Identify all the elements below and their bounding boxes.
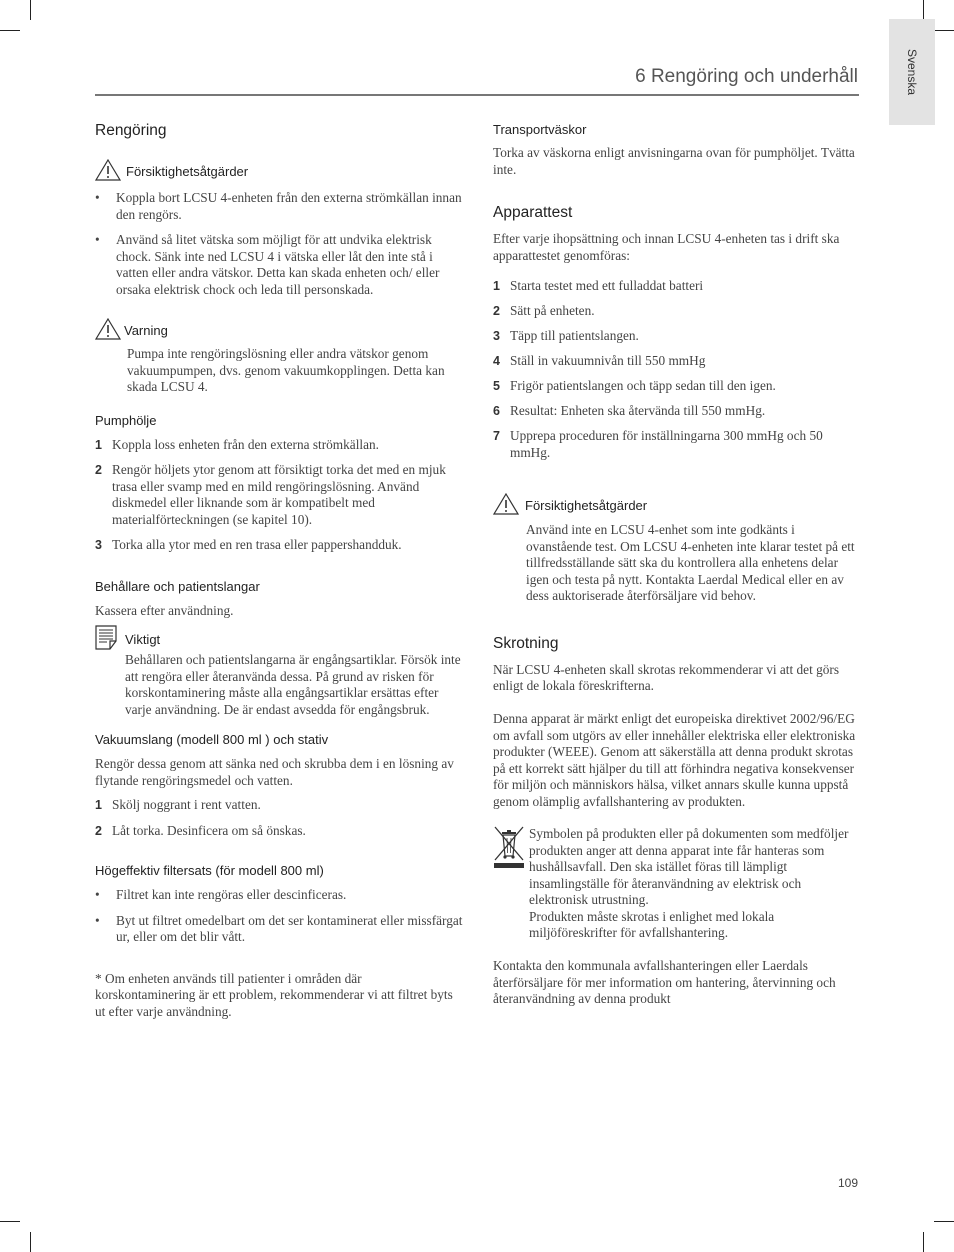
weee-text: Symbolen på produkten eller på dokumenten som medföljer produkten anger att denna apparat inte får hanteras som hushållsavfall. Den ska istället föras till lämpligt insamlingställe för återanvändning av elektrisk och elektronisk utrustning.	[529, 826, 849, 907]
warning-label: Varning	[124, 323, 168, 338]
step-text: Frigör patientslangen och täpp sedan till den igen.	[510, 378, 776, 393]
step-number: 7	[493, 429, 500, 443]
section-heading: Apparattest	[493, 204, 573, 221]
paragraph: Denna apparat är märkt enligt det europeiska direktivet 2002/96/EG om avfall som utgörs av eller innehåller elektriska eller elektroniska produkter (WEEE). Genom att säkerställa att denna produkt skrotas på ett korrekt sätt hjälper du till att förhindra negativa konsekvenser för miljön och människors hälsa, vilket annars skulle kunna uppstå genom olämplig avfallshantering av produkten.	[493, 711, 856, 809]
step-number: 6	[493, 404, 500, 418]
caution-text: Använd inte en LCSU 4-enhet som inte godkänts i ovanstående test. Om LCSU 4-enheten inte klarar testet på ett tillfredsställande sätt ska du kontrollera alla enhetens delar igen och testa på nytt. Kontakta Laerdal Medical eller en av dess auktoriserade återförsäljare vid behov.	[526, 522, 855, 603]
step-number: 5	[493, 379, 500, 393]
subsection-heading: Behållare och patientslangar	[95, 578, 260, 594]
step-text: Rengör höljets ytor genom att försiktigt torka det med en mjuk trasa eller svamp med en mild rengöringslösning. Använd diskmedel eller liknande som är kompatibelt med materialförteckningen (se kapitel 10).	[112, 462, 446, 527]
language-tab	[889, 19, 935, 125]
step-number: 1	[95, 798, 102, 812]
step-text: Starta testet med ett fulladdat batteri	[510, 278, 704, 293]
warning-triangle-icon	[95, 159, 121, 181]
crop-mark	[923, 0, 924, 20]
bullet-item: • Koppla bort LCSU 4-enheten från den externa strömkällan innan den rengörs.	[95, 190, 463, 223]
warning-text: Pumpa inte rengöringslösning eller andra vätskor genom vakuumpumpen, dvs. genom vakuumkopplingen. Detta kan skada LCSU 4.	[127, 346, 445, 394]
numbered-step	[493, 403, 861, 420]
warning-triangle-icon	[95, 318, 121, 340]
weee-block	[493, 826, 861, 942]
crop-mark	[934, 30, 954, 31]
language-tab-label: Svenska	[905, 48, 919, 96]
numbered-step	[493, 278, 861, 295]
chapter-title: 6 Rengöring och underhåll	[635, 66, 858, 87]
crop-mark	[30, 0, 31, 20]
crop-mark	[30, 1232, 31, 1252]
warning-triangle-icon	[493, 493, 519, 515]
paragraph: Kontakta den kommunala avfallshanteringen eller Laerdals återförsäljare för mer information om hantering, återvinning och återanvändning av denna produkt	[493, 958, 836, 1006]
caution-notice	[493, 493, 861, 515]
warning-notice	[95, 318, 463, 340]
page-number: 109	[837, 1176, 858, 1190]
step-text: Låt torka. Desinficera om så önskas.	[112, 822, 306, 838]
footnote: * Om enheten används till patienter i områden där korskontaminering är ett problem, rekommenderar vi att filtret byts ut efter varje användning.	[95, 970, 453, 1019]
numbered-step	[493, 303, 861, 320]
important-notice	[95, 625, 463, 649]
caution-label: Försiktighetsåtgärder	[525, 498, 648, 513]
numbered-step	[493, 353, 861, 370]
left-column	[95, 118, 463, 1020]
subsection-heading: Högeffektiv filtersats (för modell 800 ml)	[95, 863, 324, 878]
step-number: 2	[493, 304, 500, 318]
numbered-step	[95, 462, 463, 528]
paragraph: När LCSU 4-enheten skall skrotas rekommenderar vi att det görs enligt de lokala föreskrifterna.	[493, 661, 839, 693]
numbered-step	[95, 437, 463, 454]
crossed-bin-icon	[493, 826, 525, 870]
important-label: Viktigt	[125, 632, 161, 647]
caution-label: Försiktighetsåtgärder	[126, 164, 249, 179]
step-number: 2	[95, 463, 102, 477]
crop-mark	[923, 1232, 924, 1252]
bullet-item: • Använd så litet vätska som möjligt för att undvika elektrisk chock. Sänk inte ned LCSU 4 i vätska eller låt den inte stå i vatten eller andra vätskor. Detta kan skada enheten och/ eller orsaka elektrisk chock och leda till personskada.	[95, 232, 463, 298]
paragraph: Efter varje ihopsättning och innan LCSU 4-enheten tas i drift ska apparattestet genomföras:	[493, 231, 840, 263]
right-column	[493, 118, 861, 1008]
step-text: Koppla loss enheten från den externa strömkällan.	[112, 436, 379, 452]
crop-mark	[0, 30, 20, 31]
paragraph: Kassera efter användning.	[95, 602, 234, 618]
step-text: Sätt på enheten.	[510, 303, 595, 318]
step-text: Resultat: Enheten ska återvända till 550 mmHg.	[510, 403, 766, 418]
paragraph: Torka av väskorna enligt anvisningarna ovan för pumphöljet. Tvätta inte.	[493, 145, 855, 177]
step-number: 1	[95, 437, 102, 452]
step-text: Skölj noggrant i rent vatten.	[112, 797, 261, 812]
subsection-heading: Pumphölje	[95, 412, 157, 428]
numbered-step	[493, 328, 861, 345]
step-text: Ställ in vakuumnivån till 550 mmHg	[510, 353, 706, 368]
numbered-step	[493, 428, 861, 461]
step-text: Torka alla ytor med en ren trasa eller pappershandduk.	[112, 537, 402, 552]
step-number: 3	[493, 329, 500, 343]
step-number: 4	[493, 354, 500, 368]
weee-text: Produkten måste skrotas i enlighet med lokala miljöföreskrifter för avfallshantering.	[529, 908, 775, 940]
numbered-step	[95, 797, 463, 814]
step-number: 3	[95, 538, 102, 552]
section-heading: Rengöring	[95, 122, 167, 139]
step-text: Täpp till patientslangen.	[510, 328, 639, 343]
step-number: 1	[493, 279, 500, 293]
numbered-step	[493, 378, 861, 395]
subsection-heading: Vakuumslang (modell 800 ml ) och stativ	[95, 732, 329, 747]
bullet-item: • Byt ut filtret omedelbart om det ser kontaminerat eller missfärgat ur, eller om det blir vått.	[95, 913, 463, 946]
step-text: Upprepa proceduren för inställningarna 300 mmHg och 50 mmHg.	[510, 428, 823, 460]
important-text: Behållaren och patientslangarna är engångsartiklar. Försök inte att rengöra eller återanvända dessa. På grund av risken för korskontaminering måste alla engångsartiklar ersättas efter varje användning. De är endast avsedda för engångsbruk.	[125, 652, 461, 717]
header-rule	[95, 94, 859, 96]
crop-mark	[0, 1221, 20, 1222]
document-note-icon	[95, 625, 119, 651]
paragraph: Rengör dessa genom att sänka ned och skrubba dem i en lösning av flytande rengöringsmedel och vatten.	[95, 756, 454, 788]
subsection-heading: Transportväskor	[493, 122, 587, 137]
step-number: 2	[95, 823, 102, 838]
numbered-step	[95, 537, 463, 554]
numbered-step	[95, 823, 463, 840]
caution-notice	[95, 159, 463, 181]
section-heading: Skrotning	[493, 634, 559, 652]
bullet-item: • Filtret kan inte rengöras eller descinficeras.	[95, 887, 463, 904]
crop-mark	[934, 1221, 954, 1222]
